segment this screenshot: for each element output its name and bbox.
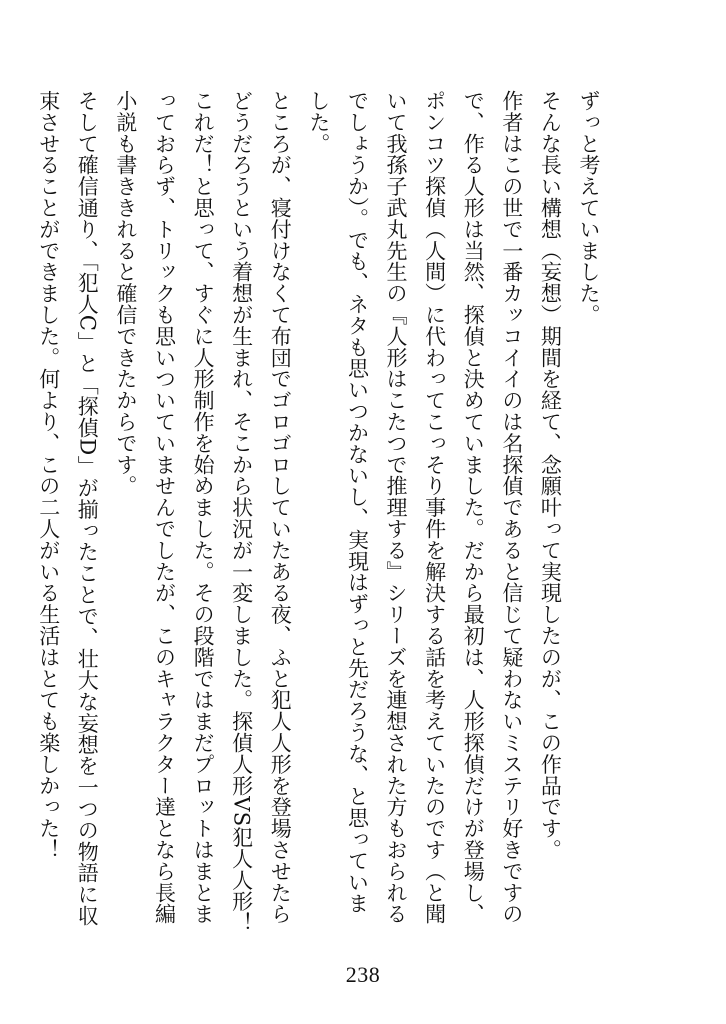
paragraph-1: ずっと考えていました。 bbox=[577, 90, 601, 326]
paragraph-2: そんな長い構想（妄想）期間を経て、念願叶って実現したのが、この作品です。 bbox=[538, 90, 563, 861]
page-number: 238 bbox=[345, 962, 381, 987]
paragraph-5: そして確信通り、「犯人C」と「探偵D」が揃ったことで、壮大な妄想を一つの物語に収束させることができました。何より、この二人がいる生活はとても楽しかった！ bbox=[36, 90, 100, 927]
paragraph-3: 作者はこの世で一番カッコイイのは名探偵であると信じて疑わないミステリ好きですので、作る人形は当然、探偵と決めていました。だから最初は、人形探偵だけが登場し、ポンコツ探偵（人間）に代わってこっそり事件を解決する話を考えていたのです（と聞いて我孫子武丸先生の『人形はこたつで推理する』シリーズを連想された方もおられるでしょうか）。でも、ネタも思いつかないし、実現はずっと先だろうな、と思っていました。 bbox=[306, 90, 524, 925]
body-text bbox=[36, 90, 608, 935]
paragraph-4: ところが、寝付けなくて布団でゴロゴロしていたある夜、ふと犯人人形を登場させたらどうだろうという着想が生まれ、そこから状況が一変しました。探偵人形VS犯人人形！これだ！と思って、すぐに人形制作を始めました。その段階ではまだプロットはまとまっておらず、トリックも思いついていませんでしたが、このキャラクター達となら長編小説も書ききれると確信できたからです。 bbox=[113, 90, 293, 934]
